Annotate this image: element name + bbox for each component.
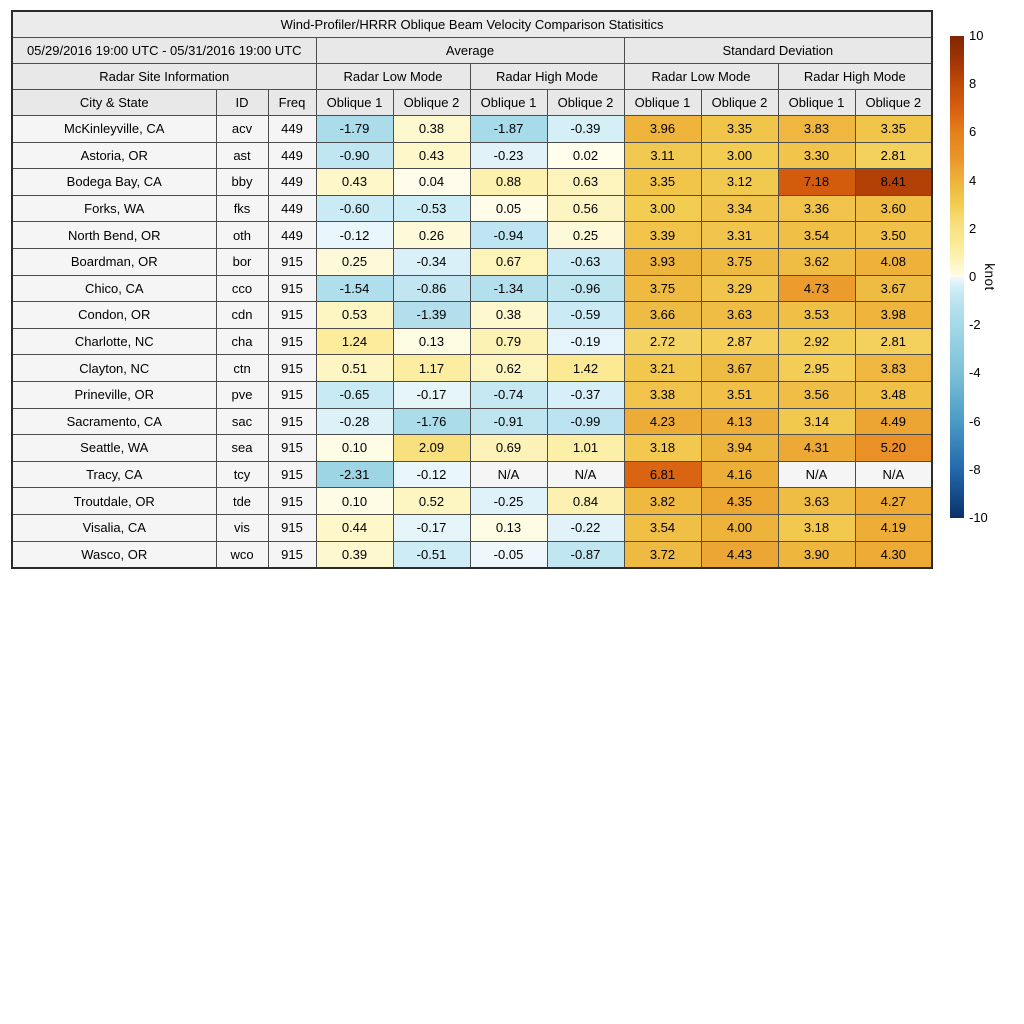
- column-header-oblique2: Oblique 2: [701, 90, 778, 116]
- value-cell: -0.05: [470, 541, 547, 568]
- value-cell: 0.04: [393, 169, 470, 196]
- table-row: [12, 541, 932, 568]
- value-cell: 4.35: [701, 488, 778, 515]
- table-row: [12, 222, 932, 249]
- id-cell: wco: [216, 541, 268, 568]
- na-cell: N/A: [778, 461, 855, 488]
- colorbar-tick-label: 2: [969, 221, 977, 237]
- table-row: [12, 248, 932, 275]
- value-cell: 3.75: [701, 248, 778, 275]
- site-info-header: Radar Site Information: [12, 64, 316, 90]
- id-cell: bby: [216, 169, 268, 196]
- freq-cell: 449: [268, 142, 316, 169]
- column-header-oblique1: Oblique 1: [470, 90, 547, 116]
- freq-cell: 915: [268, 275, 316, 302]
- value-cell: -0.90: [316, 142, 393, 169]
- na-cell: N/A: [470, 461, 547, 488]
- value-cell: 2.09: [393, 435, 470, 462]
- value-cell: 3.94: [701, 435, 778, 462]
- value-cell: 3.82: [624, 488, 701, 515]
- value-cell: 0.10: [316, 435, 393, 462]
- value-cell: 4.00: [701, 514, 778, 541]
- city-cell: Condon, OR: [12, 302, 216, 329]
- value-cell: 3.35: [855, 116, 932, 143]
- city-cell: McKinleyville, CA: [12, 116, 216, 143]
- value-cell: 4.27: [855, 488, 932, 515]
- na-cell: N/A: [547, 461, 624, 488]
- value-cell: 3.35: [701, 116, 778, 143]
- id-cell: vis: [216, 514, 268, 541]
- value-cell: -0.60: [316, 195, 393, 222]
- value-cell: 4.08: [855, 248, 932, 275]
- value-cell: -0.63: [547, 248, 624, 275]
- group-header-average: Average: [316, 38, 624, 64]
- na-cell: N/A: [855, 461, 932, 488]
- table-row: [12, 488, 932, 515]
- value-cell: 0.43: [316, 169, 393, 196]
- value-cell: 0.26: [393, 222, 470, 249]
- value-cell: -0.53: [393, 195, 470, 222]
- id-cell: tcy: [216, 461, 268, 488]
- city-cell: Troutdale, OR: [12, 488, 216, 515]
- id-cell: pve: [216, 381, 268, 408]
- value-cell: -1.34: [470, 275, 547, 302]
- id-cell: sea: [216, 435, 268, 462]
- value-cell: 4.30: [855, 541, 932, 568]
- value-cell: 3.75: [624, 275, 701, 302]
- city-cell: Charlotte, NC: [12, 328, 216, 355]
- value-cell: 1.24: [316, 328, 393, 355]
- table-row: [12, 381, 932, 408]
- value-cell: 3.83: [778, 116, 855, 143]
- freq-cell: 449: [268, 169, 316, 196]
- value-cell: 3.29: [701, 275, 778, 302]
- colorbar-tick-label: 8: [969, 76, 977, 92]
- value-cell: -0.91: [470, 408, 547, 435]
- freq-cell: 449: [268, 116, 316, 143]
- value-cell: 3.56: [778, 381, 855, 408]
- column-header-oblique2: Oblique 2: [393, 90, 470, 116]
- value-cell: -1.76: [393, 408, 470, 435]
- freq-cell: 915: [268, 248, 316, 275]
- value-cell: 3.14: [778, 408, 855, 435]
- freq-cell: 915: [268, 381, 316, 408]
- table-row: [12, 355, 932, 382]
- city-cell: Wasco, OR: [12, 541, 216, 568]
- table-row: [12, 195, 932, 222]
- value-cell: 3.39: [624, 222, 701, 249]
- value-cell: -0.17: [393, 381, 470, 408]
- freq-cell: 915: [268, 408, 316, 435]
- value-cell: 0.25: [316, 248, 393, 275]
- value-cell: 0.02: [547, 142, 624, 169]
- freq-cell: 915: [268, 355, 316, 382]
- value-cell: -0.96: [547, 275, 624, 302]
- city-cell: Astoria, OR: [12, 142, 216, 169]
- value-cell: -1.54: [316, 275, 393, 302]
- value-cell: -0.51: [393, 541, 470, 568]
- mode-header-low-sd: Radar Low Mode: [624, 64, 778, 90]
- group-header-standard-deviation: Standard Deviation: [624, 38, 932, 64]
- column-header-id: ID: [216, 90, 268, 116]
- value-cell: -2.31: [316, 461, 393, 488]
- value-cell: 3.18: [624, 435, 701, 462]
- value-cell: 0.53: [316, 302, 393, 329]
- value-cell: -0.65: [316, 381, 393, 408]
- id-cell: bor: [216, 248, 268, 275]
- mode-header-high-sd: Radar High Mode: [778, 64, 932, 90]
- freq-cell: 449: [268, 195, 316, 222]
- value-cell: 0.05: [470, 195, 547, 222]
- table-row: [12, 302, 932, 329]
- group-header-row: [12, 38, 932, 64]
- value-cell: 0.38: [470, 302, 547, 329]
- value-cell: 3.54: [778, 222, 855, 249]
- colorbar-tick-label: -6: [969, 413, 981, 429]
- value-cell: -0.34: [393, 248, 470, 275]
- value-cell: 3.00: [701, 142, 778, 169]
- value-cell: 3.30: [778, 142, 855, 169]
- value-cell: -0.86: [393, 275, 470, 302]
- value-cell: 2.87: [701, 328, 778, 355]
- value-cell: 3.50: [855, 222, 932, 249]
- value-cell: -1.39: [393, 302, 470, 329]
- city-cell: Tracy, CA: [12, 461, 216, 488]
- value-cell: 4.31: [778, 435, 855, 462]
- colorbar-tick-label: 0: [969, 269, 977, 285]
- value-cell: -0.17: [393, 514, 470, 541]
- value-cell: 2.81: [855, 328, 932, 355]
- column-header-row: [12, 90, 932, 116]
- mode-header-high-avg: Radar High Mode: [470, 64, 624, 90]
- value-cell: 0.43: [393, 142, 470, 169]
- freq-cell: 915: [268, 541, 316, 568]
- value-cell: 0.39: [316, 541, 393, 568]
- colorbar-tick-label: -2: [969, 317, 981, 333]
- value-cell: 4.23: [624, 408, 701, 435]
- value-cell: 3.67: [855, 275, 932, 302]
- value-cell: -0.94: [470, 222, 547, 249]
- value-cell: -0.25: [470, 488, 547, 515]
- city-cell: North Bend, OR: [12, 222, 216, 249]
- column-header-oblique1: Oblique 1: [778, 90, 855, 116]
- figure-title: Wind-Profiler/HRRR Oblique Beam Velocity Comparison Statisitics: [12, 11, 932, 38]
- value-cell: 0.51: [316, 355, 393, 382]
- value-cell: 5.20: [855, 435, 932, 462]
- table-row: [12, 408, 932, 435]
- column-header-oblique1: Oblique 1: [624, 90, 701, 116]
- colorbar-gradient: [950, 36, 964, 518]
- value-cell: 3.35: [624, 169, 701, 196]
- id-cell: ast: [216, 142, 268, 169]
- mode-header-row: [12, 64, 932, 90]
- value-cell: 0.62: [470, 355, 547, 382]
- value-cell: -0.99: [547, 408, 624, 435]
- id-cell: cdn: [216, 302, 268, 329]
- table-row: [12, 514, 932, 541]
- value-cell: 3.21: [624, 355, 701, 382]
- freq-cell: 449: [268, 222, 316, 249]
- freq-cell: 915: [268, 514, 316, 541]
- value-cell: 3.36: [778, 195, 855, 222]
- table-row: [12, 142, 932, 169]
- value-cell: 0.44: [316, 514, 393, 541]
- value-cell: -0.12: [316, 222, 393, 249]
- freq-cell: 915: [268, 488, 316, 515]
- id-cell: sac: [216, 408, 268, 435]
- value-cell: 2.95: [778, 355, 855, 382]
- colorbar-unit-label: knot: [982, 263, 997, 291]
- city-cell: Prineville, OR: [12, 381, 216, 408]
- id-cell: fks: [216, 195, 268, 222]
- value-cell: 3.18: [778, 514, 855, 541]
- value-cell: 3.63: [701, 302, 778, 329]
- value-cell: 3.12: [701, 169, 778, 196]
- freq-cell: 915: [268, 435, 316, 462]
- value-cell: 3.96: [624, 116, 701, 143]
- value-cell: -0.12: [393, 461, 470, 488]
- value-cell: -0.59: [547, 302, 624, 329]
- value-cell: 3.98: [855, 302, 932, 329]
- value-cell: 0.67: [470, 248, 547, 275]
- value-cell: 3.90: [778, 541, 855, 568]
- table-row: [12, 169, 932, 196]
- value-cell: 2.72: [624, 328, 701, 355]
- id-cell: acv: [216, 116, 268, 143]
- city-cell: Bodega Bay, CA: [12, 169, 216, 196]
- title-row: [12, 11, 932, 38]
- value-cell: 0.79: [470, 328, 547, 355]
- city-cell: Forks, WA: [12, 195, 216, 222]
- column-header-city: City & State: [12, 90, 216, 116]
- value-cell: 8.41: [855, 169, 932, 196]
- value-cell: 3.72: [624, 541, 701, 568]
- value-cell: 3.54: [624, 514, 701, 541]
- value-cell: 0.13: [470, 514, 547, 541]
- colorbar-tick-label: 6: [969, 124, 977, 140]
- city-cell: Boardman, OR: [12, 248, 216, 275]
- value-cell: 3.51: [701, 381, 778, 408]
- value-cell: 0.13: [393, 328, 470, 355]
- value-cell: 3.93: [624, 248, 701, 275]
- colorbar-tick-label: 4: [969, 172, 977, 188]
- value-cell: 0.88: [470, 169, 547, 196]
- table-row: [12, 328, 932, 355]
- city-cell: Clayton, NC: [12, 355, 216, 382]
- value-cell: 2.81: [855, 142, 932, 169]
- value-cell: 1.42: [547, 355, 624, 382]
- table-row: [12, 435, 932, 462]
- value-cell: 4.73: [778, 275, 855, 302]
- value-cell: 3.60: [855, 195, 932, 222]
- column-header-freq: Freq: [268, 90, 316, 116]
- id-cell: oth: [216, 222, 268, 249]
- stats-table: [11, 10, 933, 569]
- value-cell: -0.39: [547, 116, 624, 143]
- column-header-oblique2: Oblique 2: [855, 90, 932, 116]
- id-cell: tde: [216, 488, 268, 515]
- value-cell: -1.87: [470, 116, 547, 143]
- value-cell: 4.49: [855, 408, 932, 435]
- value-cell: 3.00: [624, 195, 701, 222]
- value-cell: -0.87: [547, 541, 624, 568]
- value-cell: 3.53: [778, 302, 855, 329]
- city-cell: Seattle, WA: [12, 435, 216, 462]
- value-cell: 4.19: [855, 514, 932, 541]
- value-cell: 3.62: [778, 248, 855, 275]
- colorbar-tick-label: -8: [969, 462, 981, 478]
- value-cell: 0.38: [393, 116, 470, 143]
- value-cell: 2.92: [778, 328, 855, 355]
- id-cell: ctn: [216, 355, 268, 382]
- date-range-cell: 05/29/2016 19:00 UTC - 05/31/2016 19:00 UTC: [12, 38, 316, 64]
- table-row: [12, 461, 932, 488]
- mode-header-low-avg: Radar Low Mode: [316, 64, 470, 90]
- freq-cell: 915: [268, 328, 316, 355]
- value-cell: 3.66: [624, 302, 701, 329]
- value-cell: 4.16: [701, 461, 778, 488]
- value-cell: 3.11: [624, 142, 701, 169]
- value-cell: -0.19: [547, 328, 624, 355]
- value-cell: 0.69: [470, 435, 547, 462]
- column-header-oblique2: Oblique 2: [547, 90, 624, 116]
- column-header-oblique1: Oblique 1: [316, 90, 393, 116]
- id-cell: cha: [216, 328, 268, 355]
- value-cell: -0.23: [470, 142, 547, 169]
- value-cell: 1.17: [393, 355, 470, 382]
- city-cell: Chico, CA: [12, 275, 216, 302]
- value-cell: 3.63: [778, 488, 855, 515]
- value-cell: 0.25: [547, 222, 624, 249]
- table-row: [12, 116, 932, 143]
- value-cell: 3.48: [855, 381, 932, 408]
- value-cell: -0.37: [547, 381, 624, 408]
- value-cell: -0.28: [316, 408, 393, 435]
- value-cell: 0.84: [547, 488, 624, 515]
- value-cell: 1.01: [547, 435, 624, 462]
- value-cell: -0.22: [547, 514, 624, 541]
- value-cell: 7.18: [778, 169, 855, 196]
- value-cell: 0.10: [316, 488, 393, 515]
- table-row: [12, 275, 932, 302]
- freq-cell: 915: [268, 302, 316, 329]
- value-cell: 0.56: [547, 195, 624, 222]
- colorbar-tick-label: 10: [969, 28, 984, 44]
- value-cell: 3.38: [624, 381, 701, 408]
- value-cell: 3.67: [701, 355, 778, 382]
- value-cell: 4.13: [701, 408, 778, 435]
- value-cell: 0.52: [393, 488, 470, 515]
- value-cell: -1.79: [316, 116, 393, 143]
- value-cell: 6.81: [624, 461, 701, 488]
- id-cell: cco: [216, 275, 268, 302]
- value-cell: 0.63: [547, 169, 624, 196]
- colorbar-tick-label: -4: [969, 365, 981, 381]
- value-cell: -0.74: [470, 381, 547, 408]
- city-cell: Visalia, CA: [12, 514, 216, 541]
- colorbar-tick-label: -10: [969, 510, 988, 526]
- value-cell: 3.83: [855, 355, 932, 382]
- freq-cell: 915: [268, 461, 316, 488]
- value-cell: 3.34: [701, 195, 778, 222]
- value-cell: 4.43: [701, 541, 778, 568]
- value-cell: 3.31: [701, 222, 778, 249]
- city-cell: Sacramento, CA: [12, 408, 216, 435]
